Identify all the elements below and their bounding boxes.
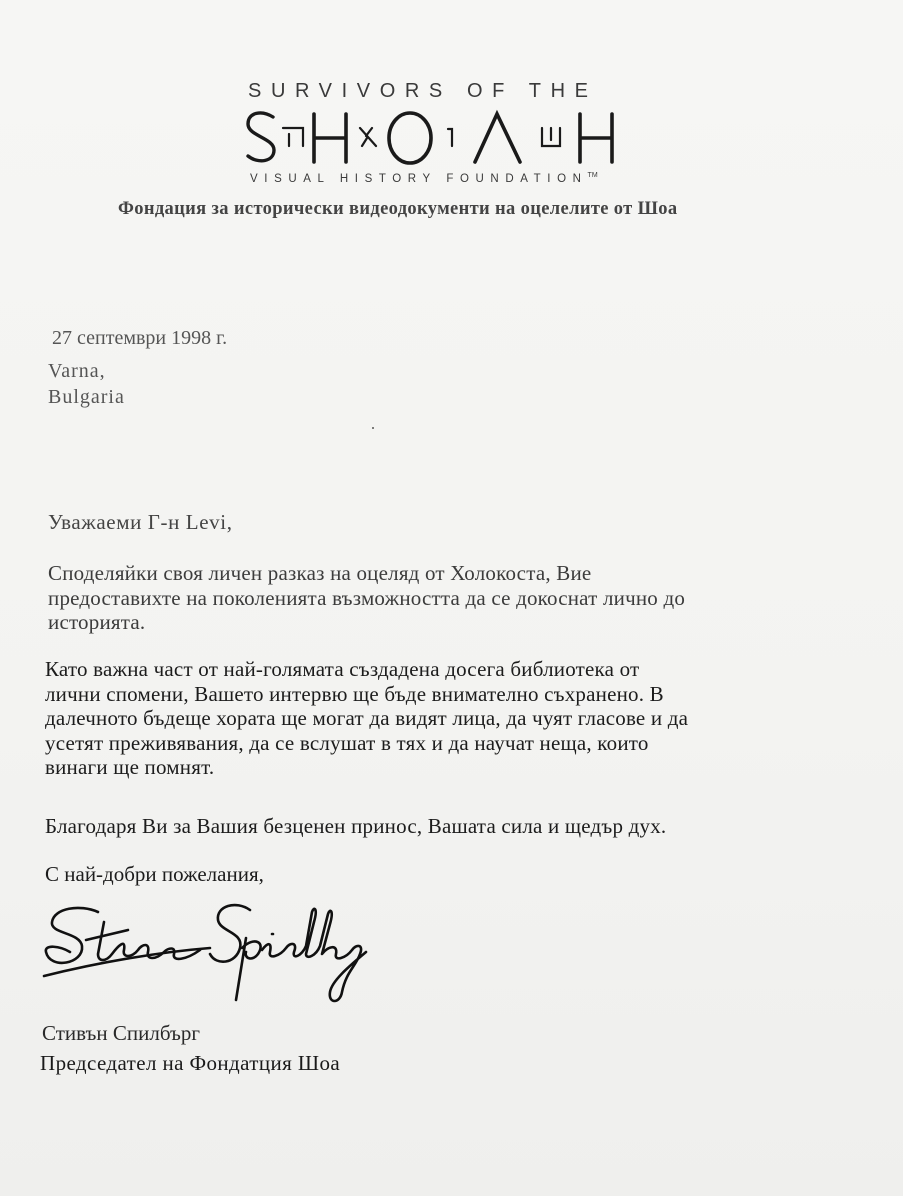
paragraph-line: Благодаря Ви за Вашия безценен принос, Вашата сила и щедър дух.: [45, 814, 667, 838]
paragraph-line: винаги ще помнят.: [45, 755, 215, 779]
shoah-logo: [0, 0, 903, 200]
letterhead-org-top: SURVIVORS OF THE: [248, 80, 598, 102]
paragraph-2: [45, 657, 688, 780]
paragraph-line: лични спомени, Вашето интервю ще бъде внимателно съхранено. В: [45, 681, 664, 706]
recipient-country: Bulgaria: [48, 386, 125, 408]
paragraph-line: Споделяйки своя личен разказ на оцеляд от Холокоста, Вие: [48, 561, 592, 585]
paragraph-line: Като важна част от най-голямата създадена досега библиотека от: [45, 657, 640, 681]
letter-date: 27 септември 1998 г.: [52, 327, 228, 349]
paragraph-line: историята.: [48, 610, 146, 634]
letterhead-org-bottom-text: VISUAL HISTORY FOUNDATION: [250, 172, 588, 185]
handwritten-signature: [40, 892, 370, 1017]
paragraph-line: усетят преживявания, да се вслушат в тях и да научат неща, които: [45, 730, 649, 755]
paragraph-line: предоставихте на поколенията възможността да се докоснат лично до: [48, 585, 686, 610]
signer-name: Стивън Спилбърг: [42, 1021, 200, 1045]
recipient-city: Varna,: [48, 360, 106, 382]
trademark: TM: [587, 172, 598, 179]
salutation: Уважаеми Г-н Levi,: [48, 510, 233, 534]
closing: С най-добри пожелания,: [45, 862, 264, 886]
paragraph-1: [48, 561, 685, 635]
paragraph-line: далечното бъдеще хората ще могат да видят лица, да чуят гласове и да: [45, 706, 689, 730]
letterhead-subtitle: Фондация за исторически видеодокументи на оцелелите от Шоа: [118, 199, 678, 219]
speck: [372, 427, 374, 429]
signer-title: Председател на Фондатция Шоа: [40, 1051, 341, 1075]
letterhead-org-bottom: [250, 172, 690, 185]
paragraph-3: [45, 814, 666, 839]
